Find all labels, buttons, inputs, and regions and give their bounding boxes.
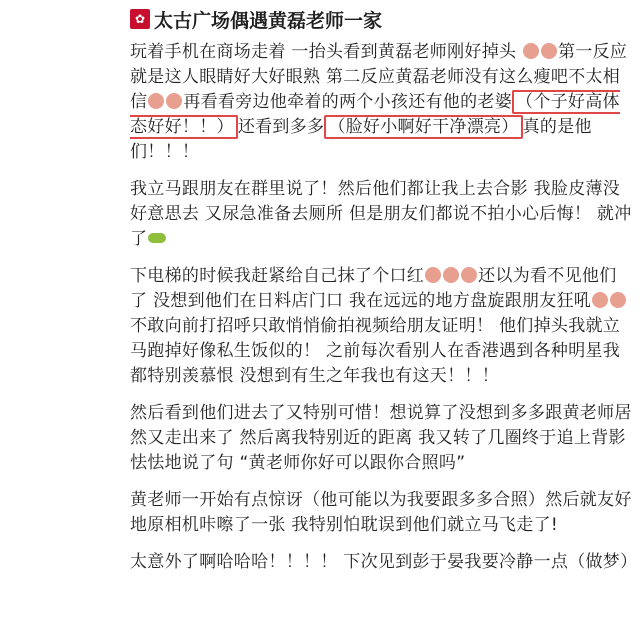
post-paragraph	[130, 177, 632, 252]
post-title-text: 太古广场偶遇黄磊老师一家	[154, 9, 383, 32]
paragraph-text: 然后看到他们进去了又特别可惜！想说算了没想到多多跟黄老师居然又走出来了 然后离我特别近的距离 我又转了几圈终于追上背影 怯怯地说了句 “黄老师你好可以跟你合照吗”	[130, 403, 632, 473]
paragraph-text: 第一反应就是这人眼睛好大好眼熟 第二反应黄磊老师没有这么瘦吧不太相信	[130, 42, 628, 112]
piggy-face-emoji-icon	[541, 43, 557, 59]
post-paragraph	[130, 488, 632, 538]
piggy-face-emoji-icon	[461, 267, 477, 283]
paragraph-text: 还以为看不见他们了 没想到他们在日料店门口 我在远远的地方盘旋跟朋友狂吼	[130, 266, 617, 311]
piggy-face-emoji-icon	[425, 267, 441, 283]
piggy-face-emoji-icon	[592, 292, 608, 308]
post-paragraph	[130, 40, 632, 165]
highlighted-text: （脸好小啊好干净漂亮）	[324, 115, 522, 139]
post-title	[130, 4, 632, 34]
piggy-face-emoji-icon	[443, 267, 459, 283]
paragraph-text: 太意外了啊哈哈哈！！！！ 下次见到彭于晏我要冷静一点（做梦）	[130, 552, 638, 572]
paragraph-text: 黄老师一开始有点惊讶（他可能以为我要跟多多合照）然后就友好地原相机咔嚓了一张 我特别怕耽误到他们就立马飞走了!	[130, 490, 632, 535]
paragraph-text: 不敢向前打招呼只敢悄悄偷拍视频给朋友证明！ 他们掉头我就立马跑掉好像私生饭似的！ 之前每次看别人在香港遇到各种明星我都特别羡慕恨 没想到有生之年我也有这天！！！	[130, 316, 621, 386]
post-paragraph	[130, 550, 638, 575]
piggy-face-emoji-icon	[523, 43, 539, 59]
highlighted-text: （个子好高体态好好！！）	[130, 92, 620, 137]
post-paragraph	[130, 264, 632, 389]
paragraph-text: 真的是他们！！！	[130, 117, 592, 162]
piggy-face-emoji-icon	[148, 93, 164, 109]
piggy-face-emoji-icon	[610, 292, 626, 308]
paragraph-text: 还看到多多	[237, 117, 325, 137]
post-body	[130, 40, 638, 575]
paragraph-text: 玩着手机在商场走着 一抬头看到黄磊老师刚好掉头	[130, 42, 523, 62]
post-paragraph	[130, 401, 632, 476]
hong-kong-flag-icon: ✿	[130, 9, 150, 29]
piggy-face-emoji-icon	[166, 93, 182, 109]
paragraph-text: 我立马跟朋友在群里说了！然后他们都让我上去合影 我脸皮薄没好意思去 又尿急准备去厕所 但是朋友们都说不拍小心后悔！ 就冲了	[130, 179, 632, 249]
paragraph-text: 下电梯的时候我赶紧给自己抹了个口红	[130, 266, 425, 286]
caterpillar-emoji-icon	[148, 233, 166, 243]
paragraph-text: 再看看旁边他牵着的两个小孩还有他的老婆	[183, 92, 513, 112]
